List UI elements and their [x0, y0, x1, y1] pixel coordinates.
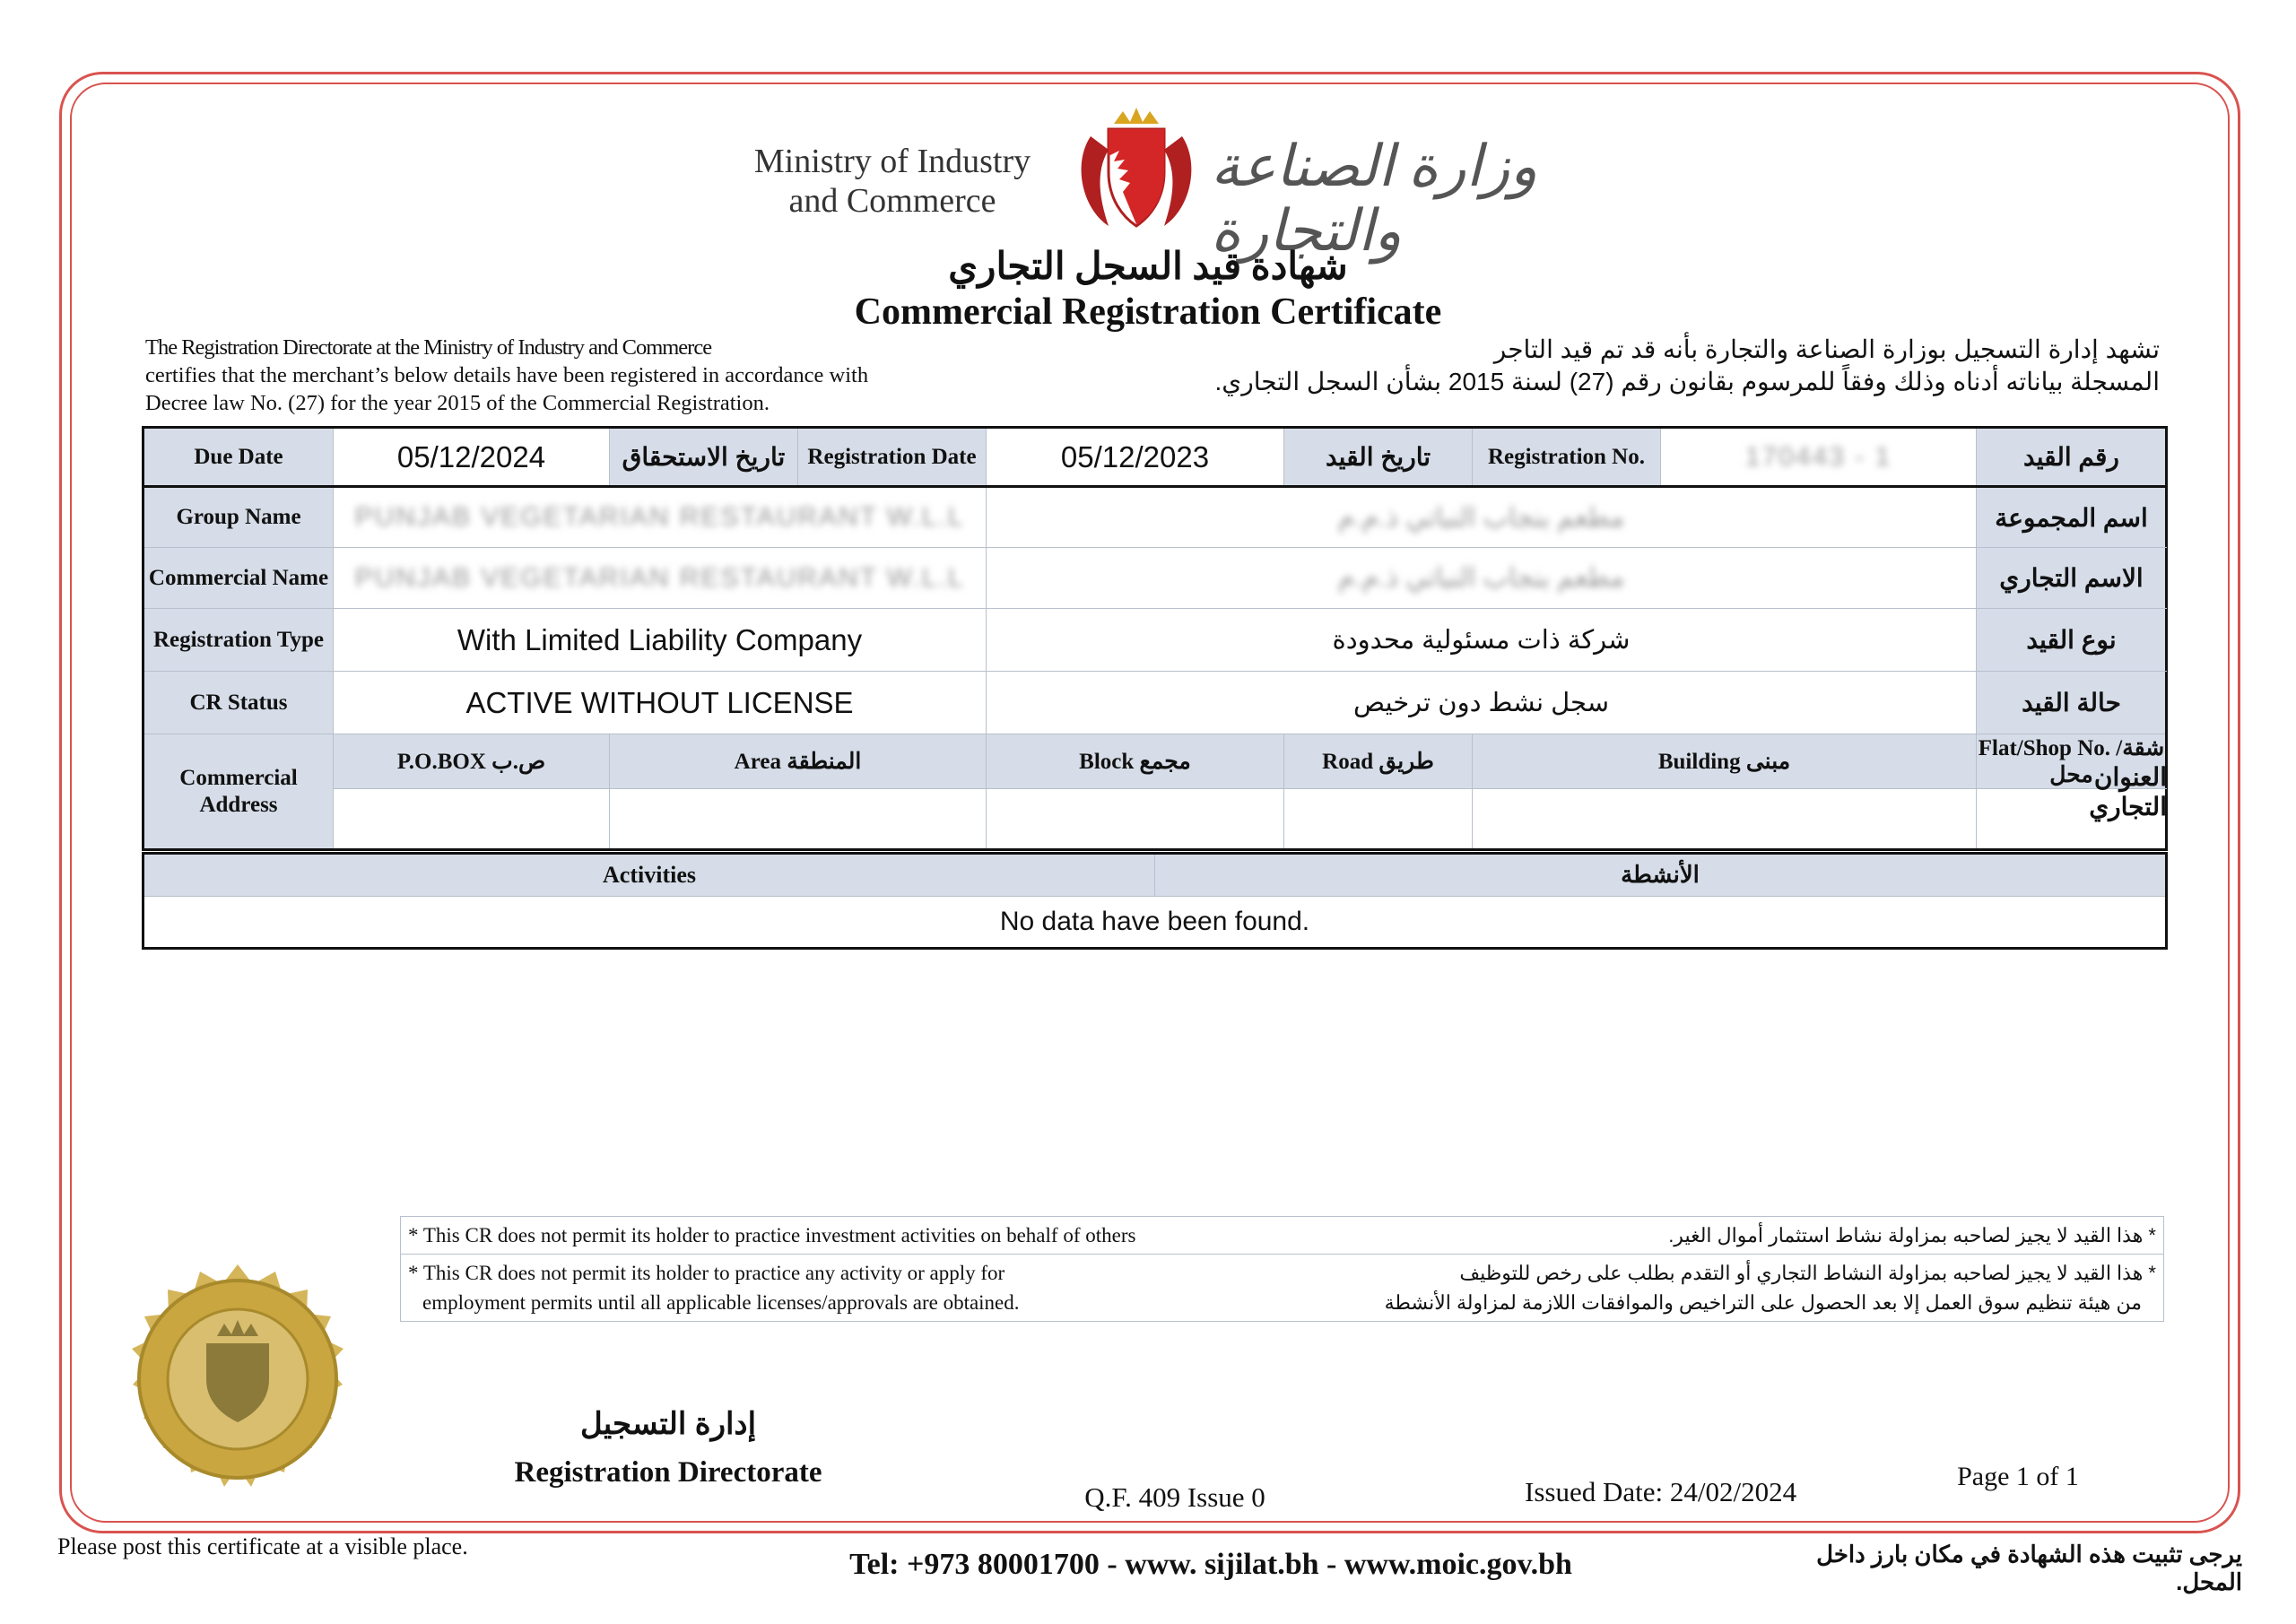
intro-text-ar — [1166, 334, 2160, 398]
group-name-en: PUNJAB VEGETARIAN RESTAURANT W.L.L — [334, 487, 987, 548]
group-name-label-ar: اسم المجموعة — [1977, 487, 2167, 548]
commercial-address-header-row: Commercial Address P.O.BOX ص.ب Area المنطقة Block مجمع Road طريق Building مبنى Flat/Shop No. شقة/محل التجاري — [144, 734, 2167, 789]
cr-status-ar: سجل نشط دون ترخيص — [987, 672, 1977, 734]
note-2-en-line1: * This CR does not permit its holder to practice any activity or apply for — [408, 1262, 1005, 1284]
cr-status-row — [144, 672, 2167, 734]
address-area-value — [610, 789, 987, 850]
post-notice-en: Please post this certificate at a visible place. — [57, 1533, 468, 1559]
registration-date-value: 05/12/2023 — [987, 428, 1284, 487]
due-date-label: Due Date — [144, 428, 334, 487]
commercial-name-label-ar: الاسم التجاري — [1977, 548, 2167, 609]
activities-header-row — [144, 854, 2167, 897]
activities-empty-message: No data have been found. — [144, 897, 2167, 949]
address-area-header: Area المنطقة — [610, 734, 987, 789]
ministry-name-en-line1: Ministry of Industry — [753, 143, 1031, 180]
certificate-title-en: Commercial Registration Certificate — [854, 291, 1442, 333]
address-pobox-value — [334, 789, 610, 850]
registration-details-table — [142, 426, 2168, 851]
contact-info: Tel: +973 80001700 - www. sijilat.bh - www.moic.gov.bh — [849, 1548, 1572, 1581]
ministry-name-ar: وزارة الصناعة والتجارة — [1211, 135, 1538, 263]
group-name-row — [144, 487, 2167, 548]
registration-date-label: Registration Date — [798, 428, 987, 487]
registration-type-row — [144, 609, 2167, 672]
due-date-value: 05/12/2024 — [334, 428, 610, 487]
registration-date-label-ar: تاريخ القيد — [1284, 428, 1473, 487]
cr-status-label-ar: حالة القيد — [1977, 672, 2167, 734]
bahrain-crest-icon — [1073, 100, 1200, 235]
notes-table — [400, 1216, 2164, 1322]
address-pobox-header: P.O.BOX ص.ب — [334, 734, 610, 789]
address-block-value — [987, 789, 1284, 850]
intro-ar-line2: المسجلة بياناته أدناه وذلك وفقاً للمرسوم بقانون رقم (27) لسنة 2015 بشأن السجل التجاري. — [1214, 368, 2160, 395]
ministry-name-en-line2: and Commerce — [788, 182, 996, 220]
post-notice-ar: يرجى تثبيت هذه الشهادة في مكان بارز داخل المحل. — [1816, 1541, 2242, 1595]
activities-table — [142, 852, 2168, 950]
activities-empty-row — [144, 897, 2167, 949]
address-road-value — [1284, 789, 1473, 850]
registration-directorate-en: Registration Directorate — [514, 1456, 822, 1489]
note-1-ar: * هذا القيد لا يجيز لصاحبه بمزاولة نشاط استثمار أموال الغير. — [1283, 1217, 2164, 1255]
group-name-ar: مطعم بنجاب النباتي ذ.م.م — [987, 487, 1977, 548]
cr-status-en: ACTIVE WITHOUT LICENSE — [334, 672, 987, 734]
note-2-ar-line2: من هيئة تنظيم سوق العمل إلا بعد الحصول على التراخيص والموافقات اللازمة لمزاولة الأنشطة — [1384, 1291, 2142, 1314]
address-building-value — [1473, 789, 1977, 850]
note-row-2 — [401, 1255, 2164, 1322]
registration-type-en: With Limited Liability Company — [334, 609, 987, 672]
note-1-en: * This CR does not permit its holder to practice investment activities on behalf of others — [401, 1217, 1283, 1255]
cr-status-label: CR Status — [144, 672, 334, 734]
activities-label-en: Activities — [144, 854, 1155, 897]
registration-type-label: Registration Type — [144, 609, 334, 672]
ministry-seal-icon — [99, 1236, 377, 1514]
note-2-en-line2: employment permits until all applicable licenses/approvals are obtained. — [422, 1291, 1020, 1314]
commercial-name-ar: مطعم بنجاب النباتي ذ.م.م — [987, 548, 1977, 609]
dates-row — [144, 428, 2167, 487]
registration-directorate-ar: إدارة التسجيل — [579, 1407, 757, 1441]
certificate-title-ar: شهادة قيد السجل التجاري — [948, 247, 1348, 288]
commercial-name-row — [144, 548, 2167, 609]
commercial-address-label: Commercial Address — [144, 734, 334, 850]
page-number: Page 1 of 1 — [1957, 1462, 2079, 1491]
group-name-label: Group Name — [144, 487, 334, 548]
registration-no-label-ar: رقم القيد — [1977, 428, 2167, 487]
commercial-name-label: Commercial Name — [144, 548, 334, 609]
registration-type-ar: شركة ذات مسئولية محدودة — [987, 609, 1977, 672]
commercial-name-en: PUNJAB VEGETARIAN RESTAURANT W.L.L — [334, 548, 987, 609]
registration-type-label-ar: نوع القيد — [1977, 609, 2167, 672]
address-flat-header: Flat/Shop No. شقة/محل — [1977, 734, 2167, 789]
intro-text-en — [145, 334, 1006, 417]
note-2-ar-line1: * هذا القيد لا يجيز لصاحبه بمزاولة النشاط التجاري أو التقدم بطلب على رخص للتوظيف — [1459, 1262, 2156, 1284]
registration-no-label: Registration No. — [1473, 428, 1661, 487]
note-row-1 — [401, 1217, 2164, 1255]
issued-date: Issued Date: 24/02/2024 — [1525, 1476, 1797, 1507]
activities-label-ar: الأنشطة — [1155, 854, 2167, 897]
intro-en-line2: certifies that the merchant’s below details have been registered in accordance with — [145, 363, 869, 387]
address-building-header: Building مبنى — [1473, 734, 1977, 789]
commercial-address-values-row — [144, 789, 2167, 850]
address-road-header: Road طريق — [1284, 734, 1473, 789]
form-code: Q.F. 409 Issue 0 — [1084, 1481, 1265, 1513]
address-block-header: Block مجمع — [987, 734, 1284, 789]
intro-en-line1: The Registration Directorate at the Ministry of Industry and Commerce — [145, 335, 712, 360]
registration-no-value: 170443 - 1 — [1661, 428, 1977, 487]
intro-ar-line1: تشهد إدارة التسجيل بوزارة الصناعة والتجارة بأنه قد تم قيد التاجر — [1493, 335, 2160, 363]
ministry-name-en — [718, 142, 1067, 221]
intro-en-line3: Decree law No. (27) for the year 2015 of the Commercial Registration. — [145, 391, 770, 415]
due-date-label-ar: تاريخ الاستحقاق — [610, 428, 798, 487]
